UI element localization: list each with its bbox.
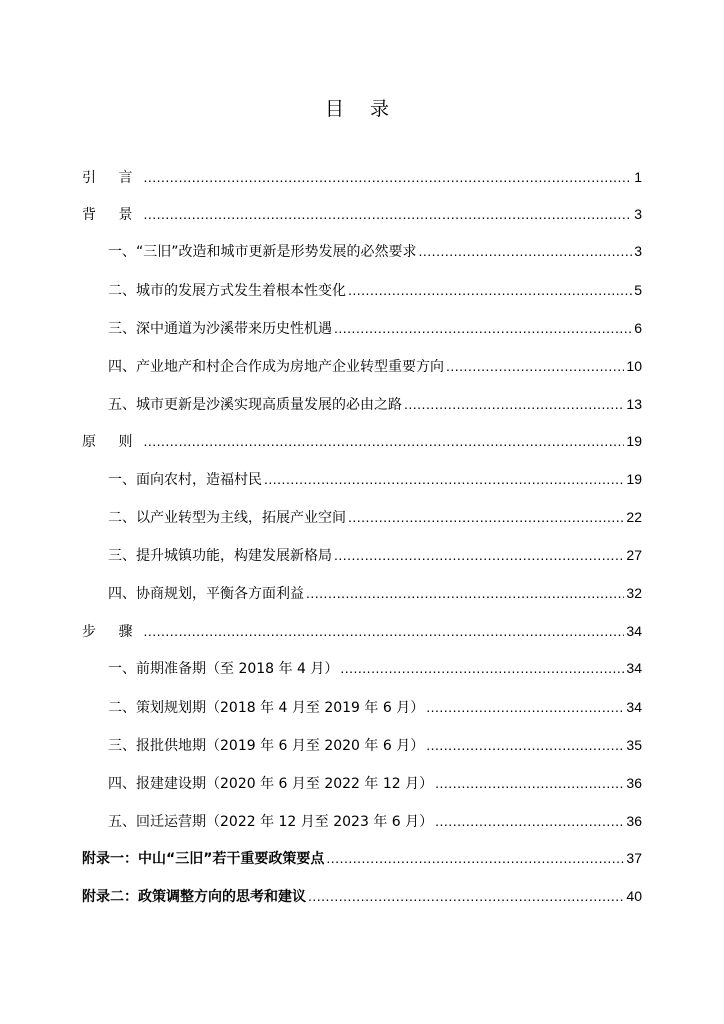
toc-entry-label: 三、提升城镇功能，构建发展新格局 xyxy=(108,548,332,564)
toc-entry[interactable] xyxy=(108,810,642,832)
toc-entry[interactable] xyxy=(82,166,642,188)
toc-entry-label: 一、前期准备期（至 2018 年 4 月） xyxy=(108,661,339,677)
toc-dot-leader xyxy=(435,772,624,794)
toc-entry-page: 10 xyxy=(626,358,642,374)
toc-entry-page: 34 xyxy=(626,623,642,639)
toc-entry[interactable] xyxy=(108,355,642,377)
toc-dot-leader xyxy=(264,468,624,490)
toc-entry[interactable] xyxy=(108,772,642,794)
toc-entry[interactable] xyxy=(82,885,642,907)
toc-entry-page: 37 xyxy=(626,850,642,866)
toc-entry-page: 3 xyxy=(634,243,642,259)
toc-entry-page: 36 xyxy=(626,775,642,791)
toc-entry[interactable] xyxy=(108,468,642,490)
toc-dot-leader xyxy=(426,696,624,718)
toc-entry[interactable] xyxy=(108,279,642,301)
toc-entry-label: 引 言 xyxy=(82,170,142,186)
toc-entry-page: 32 xyxy=(626,585,642,601)
toc-entry[interactable] xyxy=(108,734,642,756)
toc-entry[interactable] xyxy=(108,506,642,528)
toc-entry-page: 1 xyxy=(634,169,642,185)
toc-dot-leader xyxy=(308,885,624,907)
toc-entry-page: 40 xyxy=(626,888,642,904)
toc-entry-label: 附录二：政策调整方向的思考和建议 xyxy=(82,889,306,905)
toc-dot-leader xyxy=(334,317,632,339)
toc-entry[interactable] xyxy=(82,620,642,642)
toc-entry-page: 34 xyxy=(626,660,642,676)
toc-entry-label: 背 景 xyxy=(82,207,142,223)
toc-entry-page: 19 xyxy=(626,433,642,449)
toc-entry[interactable] xyxy=(82,430,642,452)
toc-dot-leader xyxy=(143,620,624,642)
toc-entry-page: 13 xyxy=(626,396,642,412)
toc-entry-label: 二、以产业转型为主线，拓展产业空间 xyxy=(108,510,346,526)
toc-entry-label: 三、深中通道为沙溪带来历史性机遇 xyxy=(108,321,332,337)
toc-entry-label: 原 则 xyxy=(82,434,142,450)
toc-entry-page: 27 xyxy=(626,547,642,563)
toc-entry-label: 五、回迁运营期（2022 年 12 月至 2023 年 6 月） xyxy=(108,814,434,830)
toc-entry-label: 一、“三旧”改造和城市更新是形势发展的必然要求 xyxy=(108,244,417,260)
toc-entry-label: 步 骤 xyxy=(82,624,142,640)
toc-entry-page: 34 xyxy=(626,699,642,715)
toc-dot-leader xyxy=(326,847,624,869)
toc-entry-page: 5 xyxy=(634,282,642,298)
toc-entry[interactable] xyxy=(108,657,642,679)
toc-entry-label: 四、协商规划，平衡各方面利益 xyxy=(108,586,304,602)
toc-dot-leader xyxy=(446,355,624,377)
toc-entry-label: 一、面向农村，造福村民 xyxy=(108,472,262,488)
toc-entry-label: 三、报批供地期（2019 年 6 月至 2020 年 6 月） xyxy=(108,738,425,754)
toc-entry-page: 19 xyxy=(626,471,642,487)
toc-dot-leader xyxy=(426,734,624,756)
toc-dot-leader xyxy=(143,203,632,225)
toc-entry[interactable] xyxy=(82,847,642,869)
toc-dot-leader xyxy=(404,393,624,415)
toc-dot-leader xyxy=(348,506,624,528)
toc-entry-page: 3 xyxy=(634,206,642,222)
toc-entry[interactable] xyxy=(108,582,642,604)
toc-entry-label: 二、城市的发展方式发生着根本性变化 xyxy=(108,283,346,299)
toc-entry-label: 五、城市更新是沙溪实现高质量发展的必由之路 xyxy=(108,397,402,413)
toc-entry[interactable] xyxy=(108,317,642,339)
toc-dot-leader xyxy=(143,166,632,188)
toc-dot-leader xyxy=(348,279,632,301)
toc-dot-leader xyxy=(143,430,624,452)
toc-entry[interactable] xyxy=(108,544,642,566)
toc-entry[interactable] xyxy=(82,203,642,225)
toc-entry-label: 四、产业地产和村企合作成为房地产企业转型重要方向 xyxy=(108,359,444,375)
toc-dot-leader xyxy=(340,657,624,679)
toc-entry-page: 36 xyxy=(626,813,642,829)
toc-dot-leader xyxy=(435,810,624,832)
toc-entry-page: 22 xyxy=(626,509,642,525)
toc-entry[interactable] xyxy=(108,696,642,718)
toc-entry-label: 二、策划规划期（2018 年 4 月至 2019 年 6 月） xyxy=(108,700,425,716)
toc-entry-page: 35 xyxy=(626,737,642,753)
toc-title: 目 录 xyxy=(324,98,400,120)
toc-entry[interactable] xyxy=(108,240,642,262)
toc-entry-page: 6 xyxy=(634,320,642,336)
toc-dot-leader xyxy=(334,544,624,566)
toc-entry-label: 四、报建建设期（2020 年 6 月至 2022 年 12 月） xyxy=(108,776,434,792)
toc-entry-label: 附录一：中山“三旧”若干重要政策要点 xyxy=(82,851,325,867)
toc-entry[interactable] xyxy=(108,393,642,415)
toc-dot-leader xyxy=(306,582,624,604)
toc-dot-leader xyxy=(419,240,633,262)
